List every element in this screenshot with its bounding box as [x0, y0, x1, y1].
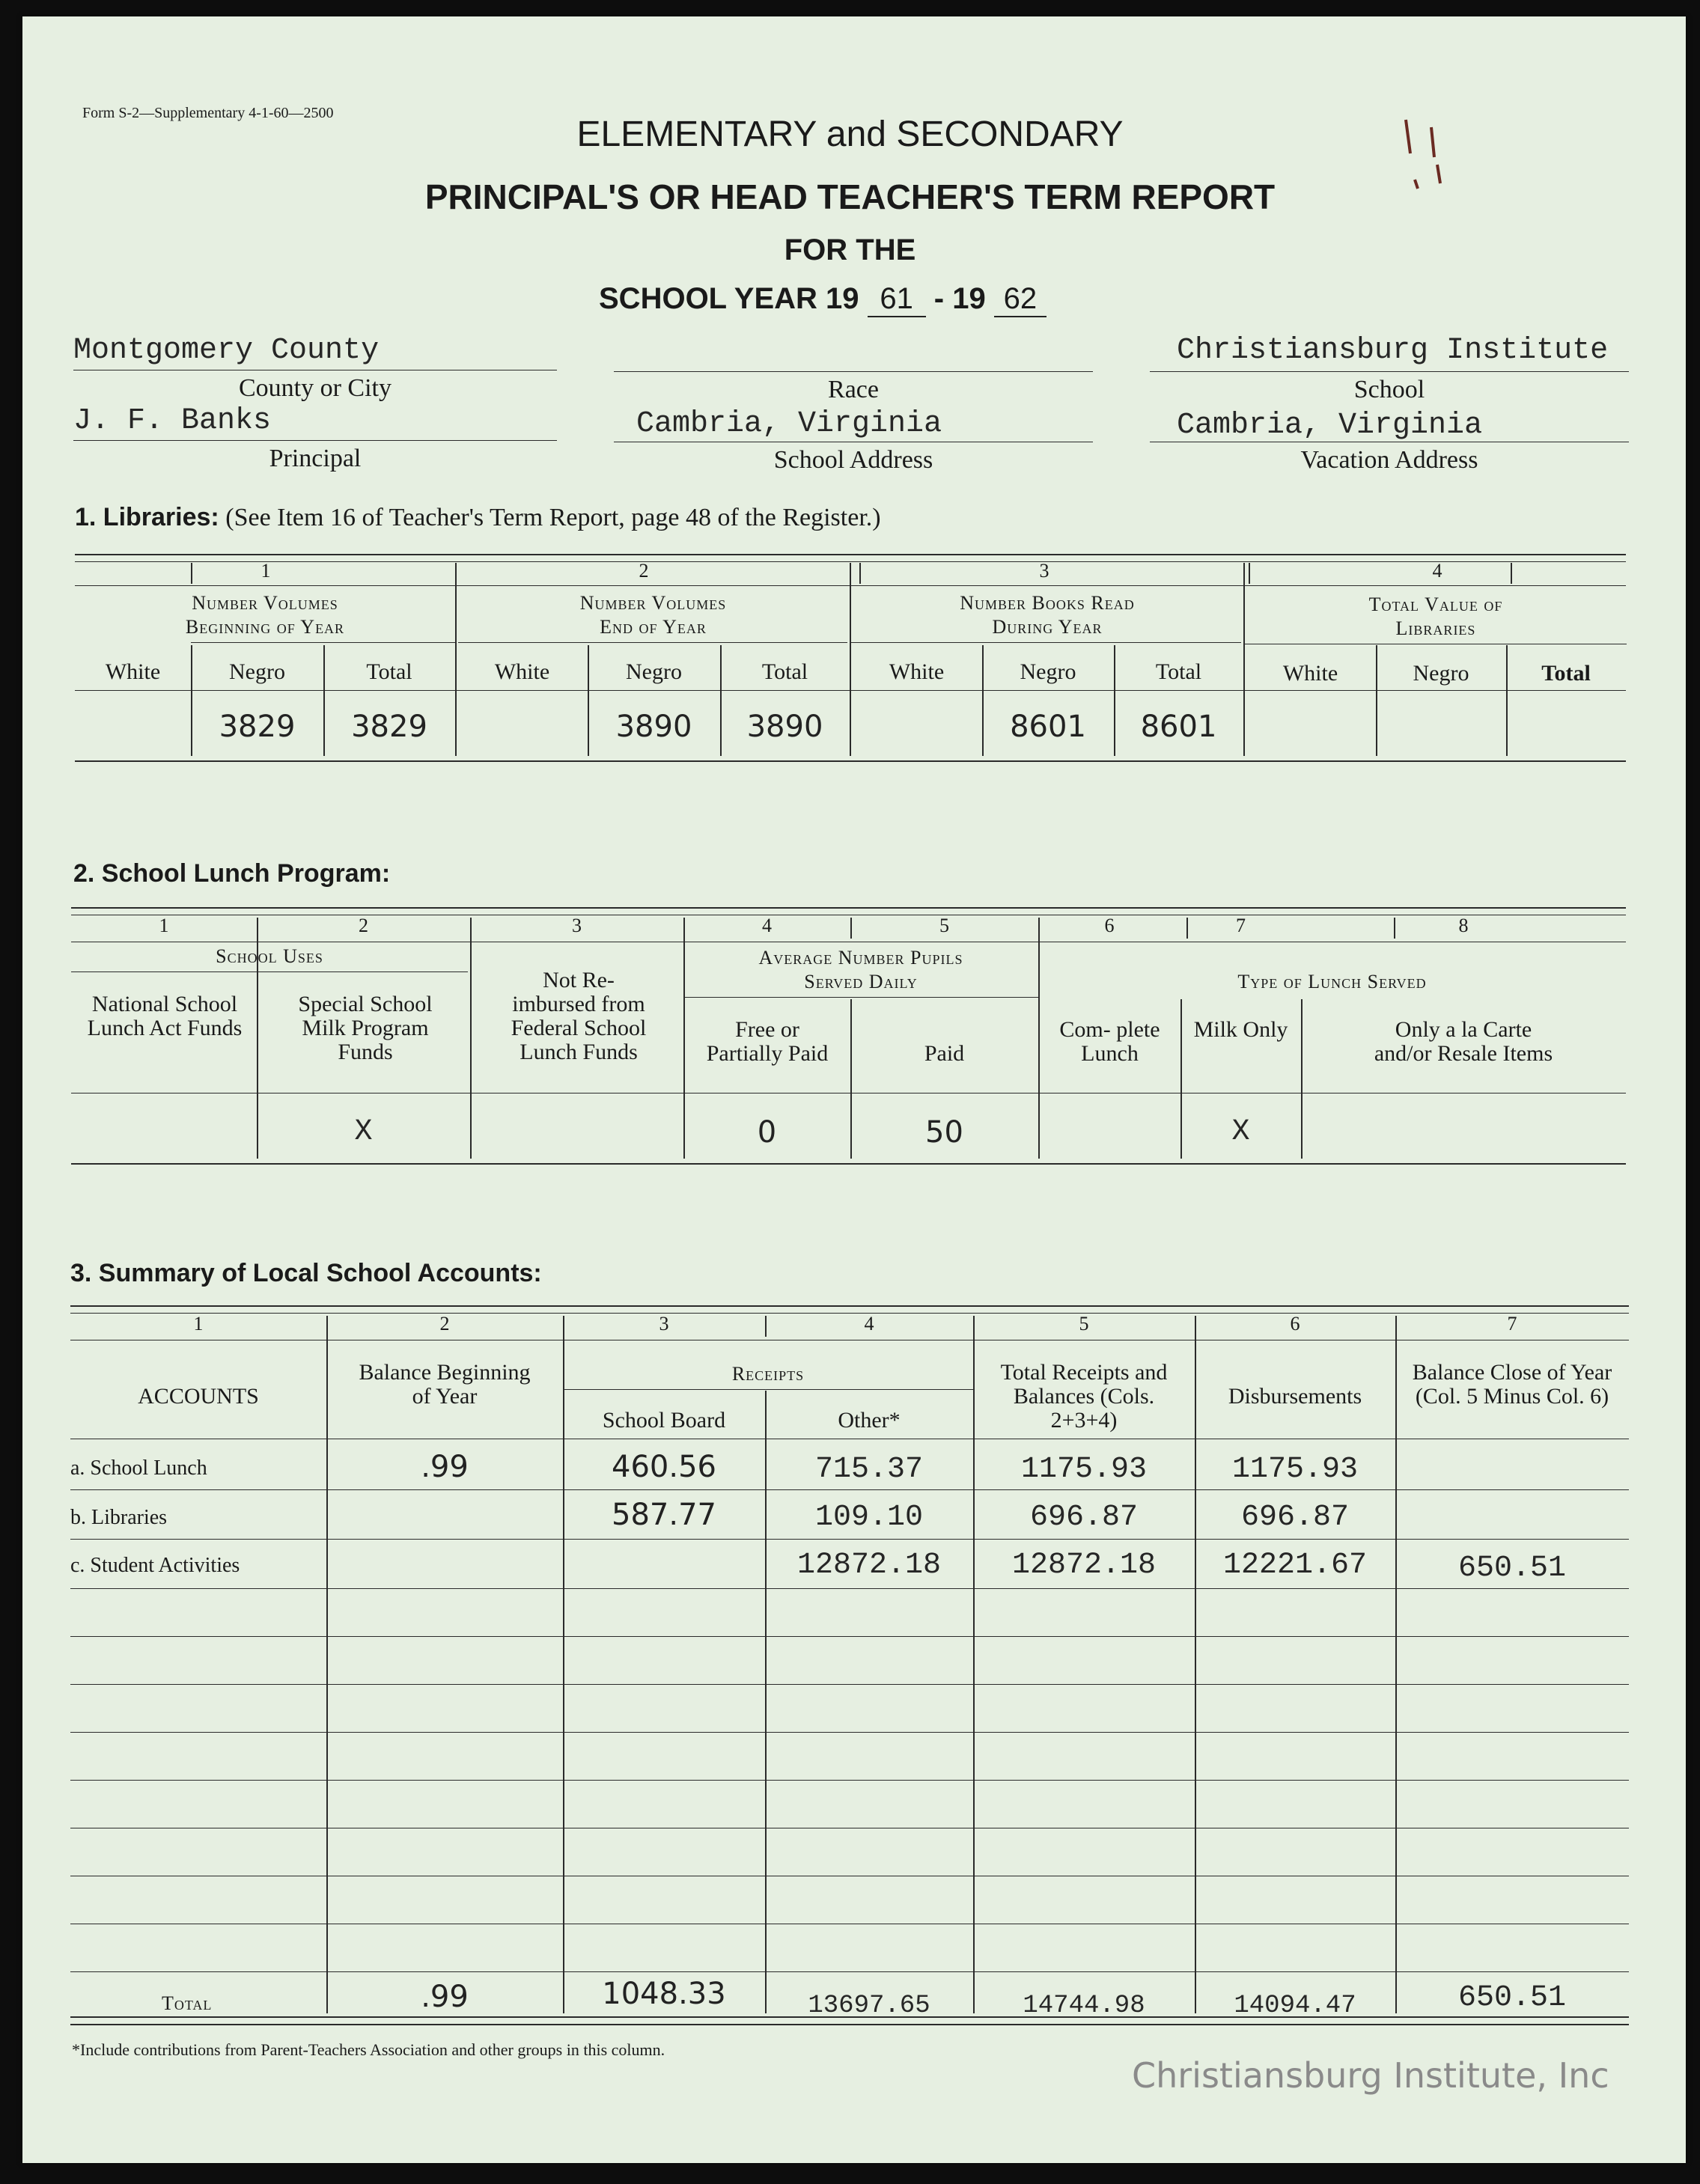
ink-marks-icon [1392, 112, 1460, 195]
lunch-title: 2. School Lunch Program: [73, 859, 391, 888]
acct-row-a-name: a. School Lunch [70, 1456, 207, 1480]
accounts-title: 3. Summary of Local School Accounts: [70, 1259, 542, 1287]
lib-g2-white-header: White [494, 659, 550, 684]
lib-g3-negro-header: Negro [1020, 659, 1076, 684]
lib-g1-white-header: White [105, 659, 161, 684]
county-value: Montgomery County [73, 334, 380, 367]
school-address-label: School Address [773, 446, 933, 474]
lib-colnum-2: 2 [639, 560, 649, 582]
acct-receipts-header: Receipts [731, 1363, 805, 1385]
lunch-colnum-1: 1 [159, 915, 169, 936]
lunch-colnum-6: 6 [1104, 915, 1115, 936]
acct-colnum-2: 2 [439, 1313, 450, 1335]
report-title: PRINCIPAL'S OR HEAD TEACHER'S TERM REPORT [424, 177, 1276, 216]
lunch-col4-header: Free or Partially Paid [706, 1017, 829, 1066]
acct-row-a-begin: .99 [421, 1450, 469, 1484]
acct-colnum-5: 5 [1079, 1313, 1089, 1335]
lib-g3-white-header: White [889, 659, 945, 684]
year-end: 62 [994, 282, 1046, 317]
lib-g3-total-header: Total [1155, 659, 1202, 684]
lunch-col6-header: Com- plete Lunch [1059, 1017, 1160, 1066]
vacation-address-label: Vacation Address [1300, 446, 1478, 474]
acct-colnum-1: 1 [193, 1313, 204, 1335]
acct-row-a-total: 1175.93 [1020, 1453, 1148, 1486]
acct-row-b-name: b. Libraries [70, 1506, 168, 1529]
lunch-avg-pupils-line2: Served Daily [804, 971, 918, 992]
acct-disbursements-header: Disbursements [1228, 1384, 1362, 1409]
lib-g4-total-header: Total [1541, 661, 1591, 686]
acct-balance-begin-header: Balance Beginning of Year [359, 1360, 531, 1409]
acct-row-a-other: 715.37 [814, 1453, 924, 1486]
year-prefix-1: 19 [826, 282, 859, 315]
lib-g1-total-header: Total [366, 659, 412, 684]
acct-row-c-other: 12872.18 [796, 1549, 942, 1582]
acct-row-a-disb: 1175.93 [1231, 1453, 1359, 1486]
acct-row-c-disb: 12221.67 [1222, 1549, 1368, 1582]
lib-g1-total-value: 3829 [351, 710, 427, 744]
lib-group-3-line2: During Year [992, 616, 1103, 638]
lib-g4-white-header: White [1282, 661, 1338, 686]
lunch-col7-header: Milk Only [1193, 1017, 1288, 1042]
lunch-colnum-8: 8 [1458, 915, 1469, 936]
lunch-col1-header: National School Lunch Act Funds [87, 992, 243, 1040]
acct-total-board: 1048.33 [602, 1977, 726, 2011]
school-value: Christiansburg Institute [1177, 334, 1609, 367]
acct-total-label: Total [162, 1992, 213, 2014]
libraries-note: (See Item 16 of Teacher's Term Report, page 48 of the Register.) [225, 504, 881, 531]
principal-value: J. F. Banks [73, 404, 272, 438]
lib-colnum-4: 4 [1432, 560, 1442, 582]
lunch-colnum-5: 5 [939, 915, 949, 936]
lunch-col2-value: X [354, 1115, 373, 1149]
lunch-colnum-2: 2 [359, 915, 368, 936]
acct-total-disb: 14094.47 [1234, 1992, 1356, 2020]
lunch-colnum-7: 7 [1236, 915, 1246, 936]
acct-row-c-total: 12872.18 [1011, 1549, 1157, 1582]
lunch-colnum-3: 3 [572, 915, 582, 936]
accounts-footnote: *Include contributions from Parent-Teachers Association and other groups in this column. [72, 2040, 665, 2059]
lunch-avg-pupils-header [683, 946, 1038, 994]
lunch-col7-value: X [1231, 1115, 1250, 1149]
acct-accounts-header: ACCOUNTS [138, 1384, 259, 1409]
lib-g2-total-header: Total [761, 659, 808, 684]
libraries-title: 1. Libraries: [75, 503, 219, 531]
lunch-school-uses-header: School Uses [216, 945, 323, 967]
lib-g1-negro-value: 3829 [219, 710, 296, 744]
acct-row-b-other: 109.10 [814, 1501, 924, 1534]
lunch-type-served-header: Type of Lunch Served [1237, 971, 1427, 992]
lunch-col5-header: Paid [924, 1041, 965, 1066]
lib-colnum-3: 3 [1039, 560, 1049, 582]
acct-row-b-board: 587.77 [612, 1498, 716, 1532]
acct-row-a-board: 460.56 [612, 1450, 716, 1484]
school-label: School [1353, 376, 1425, 403]
lunch-col2-header: Special School Milk Program Funds [298, 992, 433, 1064]
acct-row-b-total: 696.87 [1029, 1501, 1139, 1534]
libraries-section-title [75, 503, 881, 532]
year-dash: - [933, 282, 945, 315]
acct-total-receipts-header: Total Receipts and Balances (Cols. 2+3+4) [1000, 1360, 1168, 1433]
lib-g2-total-value: 3890 [746, 710, 823, 744]
lunch-col3-header: Not Re- imbursed from Federal School Lunch Funds [511, 968, 647, 1064]
lib-group-3-header [851, 591, 1243, 639]
acct-total-close: 650.51 [1457, 1981, 1567, 2015]
lunch-avg-pupils-line1: Average Number Pupils [758, 947, 963, 969]
acct-colnum-3: 3 [659, 1313, 669, 1335]
lib-group-4-header [1245, 593, 1627, 641]
principal-label: Principal [269, 445, 362, 472]
year-prefix-2: 19 [952, 282, 986, 315]
school-year-label: SCHOOL YEAR [599, 282, 817, 315]
acct-total-total: 14744.98 [1023, 1992, 1145, 2020]
lib-g1-negro-header: Negro [229, 659, 285, 684]
lib-g3-negro-value: 8601 [1010, 710, 1086, 744]
lib-group-3-line1: Number Books Read [960, 592, 1135, 614]
lib-group-2-header [457, 591, 850, 639]
acct-total-begin: .99 [421, 1980, 469, 2014]
acct-total-other: 13697.65 [808, 1992, 930, 2020]
acct-row-c-name: c. Student Activities [70, 1554, 240, 1577]
lib-g2-negro-value: 3890 [615, 710, 692, 744]
lib-g3-total-value: 8601 [1140, 710, 1217, 744]
form-id: Form S-2—Supplementary 4-1-60—2500 [82, 105, 334, 121]
acct-colnum-7: 7 [1507, 1313, 1517, 1335]
county-label: County or City [238, 374, 392, 402]
acct-school-board-header: School Board [602, 1408, 726, 1433]
acct-colnum-6: 6 [1290, 1313, 1300, 1335]
lib-group-2-line1: Number Volumes [579, 592, 727, 614]
lib-colnum-1: 1 [261, 560, 271, 582]
lib-group-1-line1: Number Volumes [192, 592, 338, 614]
lib-group-1-line2: Beginning of Year [185, 616, 345, 638]
year-start: 61 [868, 282, 926, 317]
lunch-colnum-4: 4 [762, 915, 772, 936]
watermark-text: Christiansburg Institute, Inc [1132, 2055, 1609, 2096]
lunch-col4-value: 0 [757, 1115, 777, 1150]
acct-colnum-4: 4 [864, 1313, 874, 1335]
header-for-the: FOR THE [784, 234, 916, 266]
lib-g4-negro-header: Negro [1413, 661, 1469, 686]
lib-group-4-line2: Libraries [1395, 617, 1476, 639]
lunch-col8-header: Only a la Carte and/or Resale Items [1374, 1017, 1553, 1066]
school-year-line [599, 282, 1046, 317]
vacation-address-value: Cambria, Virginia [1177, 409, 1483, 442]
lib-g2-negro-header: Negro [626, 659, 682, 684]
race-label: Race [828, 376, 879, 403]
lib-group-2-line2: End of Year [600, 616, 707, 638]
lib-group-1-header [75, 591, 455, 639]
acct-other-header: Other* [838, 1408, 901, 1433]
lib-group-4-line1: Total Value of [1368, 594, 1503, 615]
acct-row-c-close: 650.51 [1457, 1552, 1567, 1585]
acct-balance-close-header: Balance Close of Year (Col. 5 Minus Col. 6) [1412, 1360, 1612, 1409]
lunch-col5-value: 50 [925, 1115, 963, 1150]
header-elementary-secondary: ELEMENTARY and SECONDARY [576, 115, 1124, 154]
school-address-value: Cambria, Virginia [636, 407, 942, 441]
acct-row-b-disb: 696.87 [1240, 1501, 1350, 1534]
